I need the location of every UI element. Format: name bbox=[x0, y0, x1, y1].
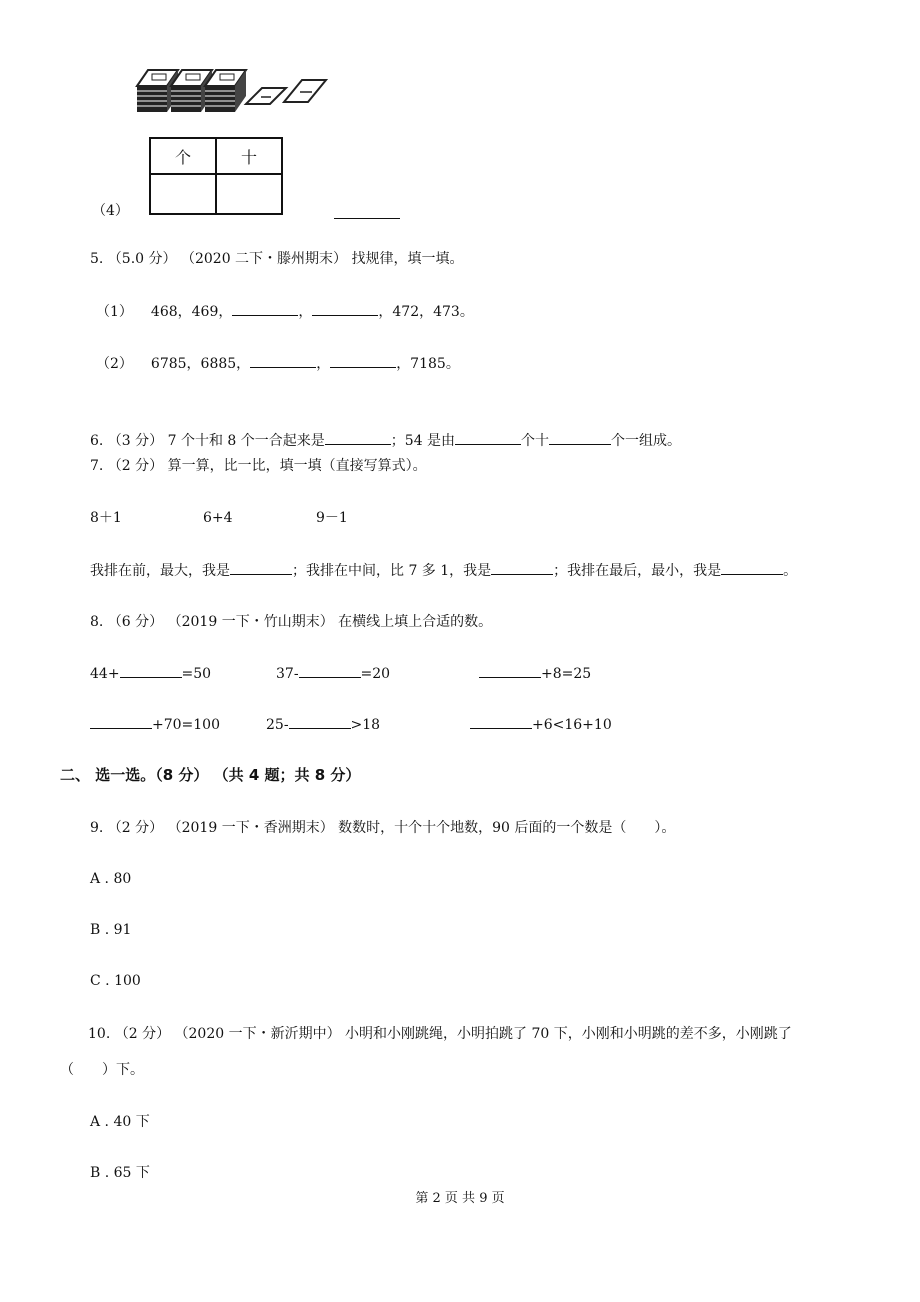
q8-r2c2-prefix: 25- bbox=[266, 717, 289, 733]
q4-label: （4） bbox=[92, 203, 129, 219]
q5-part2 bbox=[96, 353, 460, 374]
q8-r1c3-blank[interactable] bbox=[479, 663, 541, 678]
q6-blank-2[interactable] bbox=[455, 430, 521, 445]
money-bundle-icon bbox=[205, 70, 246, 112]
q7-title: 7. （2 分） 算一算，比一比，填一填（直接写算式）。 bbox=[90, 458, 427, 474]
table-header-tens: 十 bbox=[216, 138, 282, 174]
q10-title-line1: 10. （2 分） （2020 一下・新沂期中） 小明和小刚跳绳，小明拍跳了 70 下，小刚和小明跳的差不多，小刚跳了 bbox=[88, 1026, 792, 1042]
q8-r1c1 bbox=[90, 663, 211, 684]
q5-p1-blank-1[interactable] bbox=[232, 301, 298, 316]
table-cell-ones-answer[interactable] bbox=[150, 174, 216, 214]
q7-s4: 。 bbox=[783, 563, 798, 579]
table-cell-tens-answer[interactable] bbox=[216, 174, 282, 214]
money-note-icon bbox=[246, 88, 286, 104]
q9-option-a[interactable]: A . 80 bbox=[90, 871, 132, 887]
q8-r2c3 bbox=[470, 714, 612, 735]
q5-p1-blank-2[interactable] bbox=[312, 301, 378, 316]
q7-blank-3[interactable] bbox=[721, 560, 783, 575]
q8-r1c2-blank[interactable] bbox=[299, 663, 361, 678]
q8-r2c3-blank[interactable] bbox=[470, 714, 532, 729]
money-bundles-image bbox=[134, 64, 334, 118]
q8-r2c1-blank[interactable] bbox=[90, 714, 152, 729]
section-heading: 二、 选一选。（8 分） （共 4 题；共 8 分） bbox=[60, 766, 361, 784]
q7-s2: ；我排在中间，比 7 多 1，我是 bbox=[292, 563, 492, 579]
q5-p2-start: 6785，6885， bbox=[150, 356, 251, 372]
q8-r2c1-suffix: +70=100 bbox=[152, 717, 220, 733]
q9-option-b[interactable]: B . 91 bbox=[90, 922, 132, 938]
q7-s1: 我排在前，最大，我是 bbox=[90, 563, 230, 579]
q6-text-a: 6. （3 分） 7 个十和 8 个一合起来是 bbox=[90, 433, 325, 449]
q7-s3: ；我排在最后，最小，我是 bbox=[553, 563, 722, 579]
q5-title: 5. （5.0 分） （2020 二下・滕州期末） 找规律，填一填。 bbox=[90, 251, 464, 267]
q8-r1c3-suffix: +8=25 bbox=[541, 666, 592, 682]
page-footer: 第 2 页 共 9 页 bbox=[415, 1191, 505, 1206]
q6-text-d: 个一组成。 bbox=[611, 433, 682, 449]
q8-r1c3 bbox=[479, 663, 591, 684]
q8-title: 8. （6 分） （2019 一下・竹山期末） 在横线上填上合适的数。 bbox=[90, 614, 493, 630]
q7-sentence bbox=[90, 560, 797, 581]
q6-blank-3[interactable] bbox=[549, 430, 611, 445]
q7-expr-2: 6+4 bbox=[203, 510, 233, 526]
q8-r2c2 bbox=[266, 714, 380, 735]
q8-r2c2-blank[interactable] bbox=[289, 714, 351, 729]
q9-option-c[interactable]: C . 100 bbox=[90, 973, 141, 989]
q8-r2c1 bbox=[90, 714, 220, 735]
q5-p2-mid: ， bbox=[316, 356, 331, 372]
q6-line bbox=[90, 430, 681, 451]
q6-text-b: ；54 是由 bbox=[390, 433, 456, 449]
q8-r2c2-suffix: >18 bbox=[350, 717, 381, 733]
q5-p1-start: 468，469， bbox=[150, 304, 233, 320]
q4-line bbox=[92, 201, 129, 221]
place-value-table bbox=[149, 137, 283, 215]
q5-part1 bbox=[96, 301, 474, 322]
q8-r1c1-blank[interactable] bbox=[120, 663, 182, 678]
q5-p2-label: （2） bbox=[96, 356, 133, 372]
q5-p1-mid: ， bbox=[298, 304, 313, 320]
money-note-icon bbox=[284, 80, 326, 102]
q8-r1c1-suffix: =50 bbox=[181, 666, 212, 682]
q5-p2-blank-2[interactable] bbox=[330, 353, 396, 368]
q10-option-b[interactable]: B . 65 下 bbox=[90, 1165, 150, 1181]
q5-p1-label: （1） bbox=[96, 304, 133, 320]
q8-r1c2-prefix: 37- bbox=[276, 666, 299, 682]
q5-p1-end: ，472，473。 bbox=[378, 304, 474, 320]
q9-title: 9. （2 分） （2019 一下・香洲期末） 数数时，十个十个地数，90 后面的一个数是（ ）。 bbox=[90, 820, 676, 836]
q8-r1c2 bbox=[276, 663, 390, 684]
q4-answer-blank[interactable] bbox=[334, 204, 400, 219]
q6-blank-1[interactable] bbox=[325, 430, 391, 445]
q10-option-a[interactable]: A . 40 下 bbox=[90, 1114, 150, 1130]
q10-title-line2: （ ）下。 bbox=[60, 1062, 144, 1078]
q7-blank-2[interactable] bbox=[491, 560, 553, 575]
q7-expr-3: 9－1 bbox=[316, 510, 348, 526]
q8-r1c1-prefix: 44+ bbox=[90, 666, 120, 682]
q6-text-c: 个十 bbox=[521, 433, 550, 449]
table-header-ones: 个 bbox=[150, 138, 216, 174]
q8-r1c2-suffix: =20 bbox=[360, 666, 391, 682]
q5-p2-end: ，7185。 bbox=[396, 356, 460, 372]
q7-blank-1[interactable] bbox=[230, 560, 292, 575]
q5-p2-blank-1[interactable] bbox=[250, 353, 316, 368]
q7-expr-1: 8＋1 bbox=[90, 510, 122, 526]
q8-r2c3-suffix: +6<16+10 bbox=[532, 717, 612, 733]
